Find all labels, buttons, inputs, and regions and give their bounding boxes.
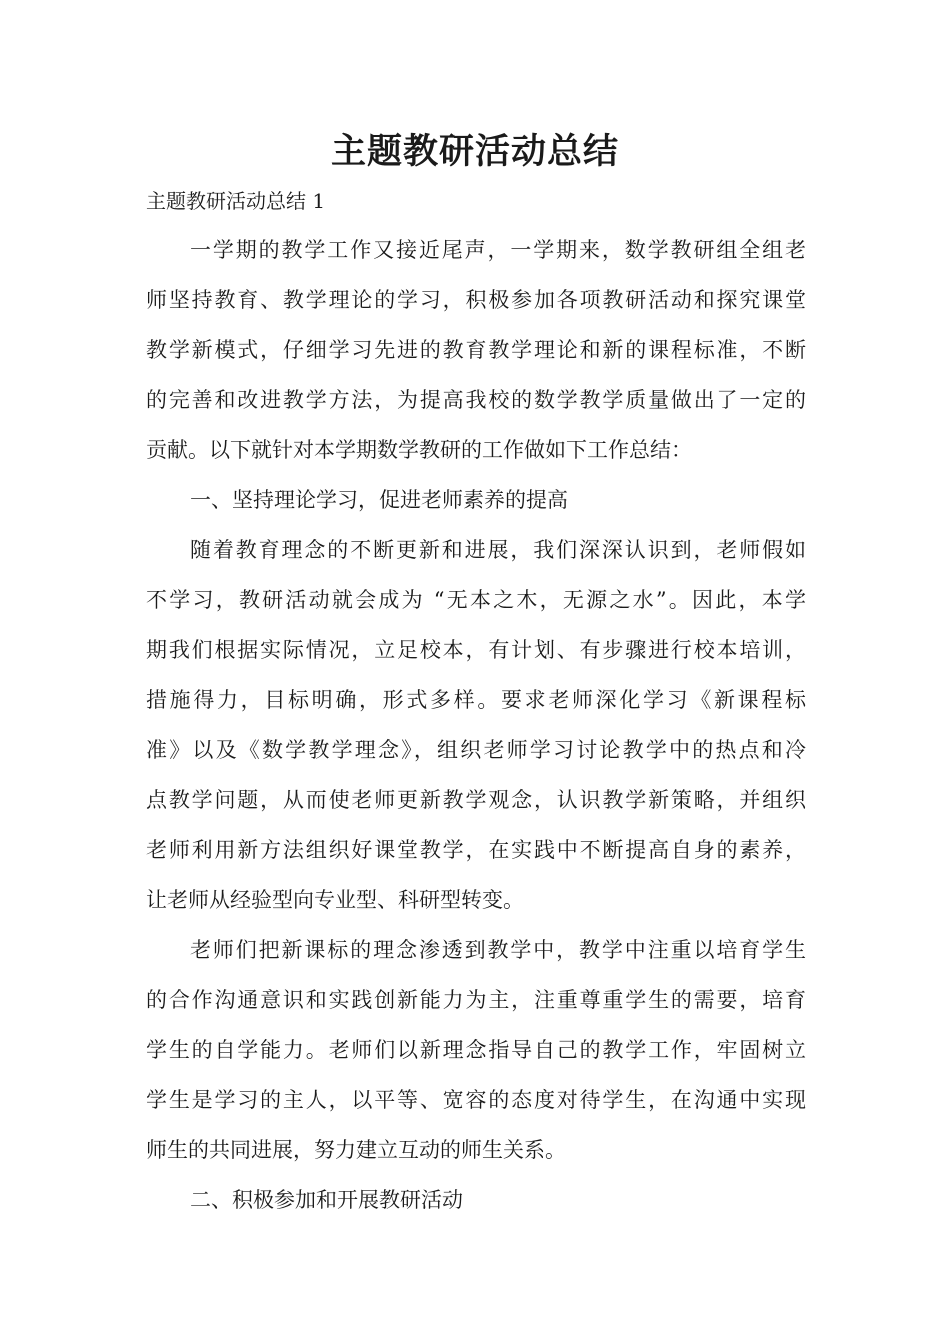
paragraph-2-line: 老师利用新方法组织好课堂教学，在实践中不断提高自身的素养， [146, 838, 806, 862]
paragraph-2-line: 点教学问题，从而使老师更新教学观念，认识教学新策略，并组织 [146, 788, 806, 812]
paragraph-1-line: 教学新模式，仔细学习先进的教育教学理论和新的课程标准，不断 [146, 338, 806, 362]
paragraph-2-line: 随着教育理念的不断更新和进展，我们深深认识到，老师假如 [190, 538, 806, 562]
document-title: 主题教研活动总结 [330, 132, 619, 172]
document-subtitle: 主题教研活动总结 1 [146, 189, 326, 213]
paragraph-2-line: 措施得力，目标明确，形式多样。要求老师深化学习《新课程标 [146, 688, 806, 712]
paragraph-1-line: 的完善和改进教学方法，为提高我校的数学教学质量做出了一定的 [146, 388, 806, 412]
paragraph-3-line: 老师们把新课标的理念渗透到教学中，教学中注重以培育学生 [190, 938, 806, 962]
section-heading-2: 二、积极参加和开展教研活动 [190, 1188, 463, 1212]
section-heading-1: 一、坚持理论学习，促进老师素养的提高 [190, 488, 568, 512]
paragraph-2-line: 准》以及《数学教学理念》，组织老师学习讨论教学中的热点和冷 [146, 738, 806, 762]
paragraph-2-line: 让老师从经验型向专业型、科研型转变。 [146, 888, 524, 912]
paragraph-1-line: 贡献。以下就针对本学期数学教研的工作做如下工作总结： [146, 438, 692, 462]
paragraph-3-line: 学生是学习的主人，以平等、宽容的态度对待学生，在沟通中实现 [146, 1088, 806, 1112]
paragraph-2-line: 不学习，教研活动就会成为 “无本之木，无源之水”。因此，本学 [146, 588, 806, 612]
paragraph-1-line: 一学期的教学工作又接近尾声，一学期来，数学教研组全组老 [190, 238, 806, 262]
paragraph-1-line: 师坚持教育、教学理论的学习，积极参加各项教研活动和探究课堂 [146, 288, 806, 312]
paragraph-3-line: 学生的自学能力。老师们以新理念指导自己的教学工作，牢固树立 [146, 1038, 806, 1062]
paragraph-2-line: 期我们根据实际情况，立足校本，有计划、有步骤进行校本培训， [146, 638, 806, 662]
paragraph-3-line: 师生的共同进展，努力建立互动的师生关系。 [146, 1138, 566, 1162]
paragraph-3-line: 的合作沟通意识和实践创新能力为主，注重尊重学生的需要，培育 [146, 988, 806, 1012]
